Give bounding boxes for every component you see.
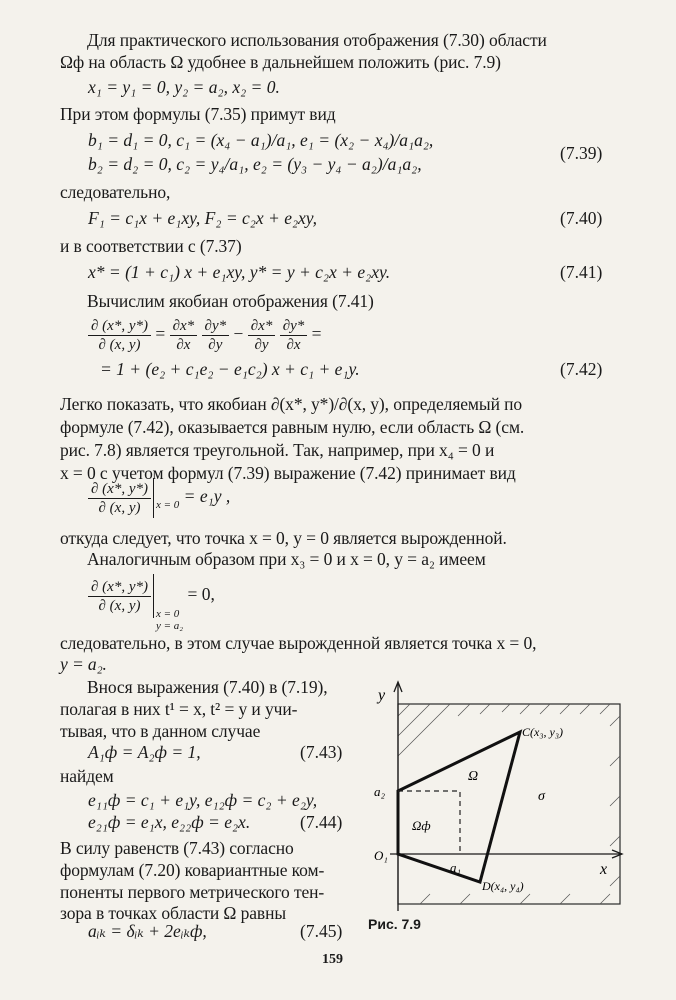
outer-region-boundary xyxy=(398,704,620,904)
text-line: и в соответствии с (7.37) xyxy=(60,236,242,256)
equation-7-39-row1: b₁ = d₁ = 0, c₁ = (x₄ − a₁)/a₁, e₁ = (x₂ − x₄)/a₁a₂, xyxy=(88,130,434,150)
equation-7-45: aᵢₖ = δᵢₖ + 2eᵢₖф, xyxy=(88,921,207,941)
text-line: следовательно, в этом случае вырожденной является точка x = 0, xyxy=(60,633,537,653)
label-C: C(x₃, y₃) xyxy=(522,725,563,739)
equation-7-39-row2: b₂ = d₂ = 0, c₂ = y₄/a₁, e₂ = (y₃ − y₄ − a₂)/a₁a₂, xyxy=(88,154,422,174)
label-omega-f: Ωф xyxy=(412,818,431,833)
x-axis-label: x xyxy=(600,861,608,878)
text-line: найдем xyxy=(60,766,114,786)
equation-7-42-line2: = 1 + (e₂ + c₁e₂ − e₁c₂) x + c₁ + e₁y. xyxy=(100,359,360,379)
text-line: При этом формулы (7.35) примут вид xyxy=(60,104,336,124)
text-line: тывая, что в данном случае xyxy=(60,721,261,741)
hatching xyxy=(398,704,620,904)
text-line: поненты первого метрического тен- xyxy=(60,882,325,902)
equation-7-42-line1: $\frac{\partial (x*, y*)}{\partial (x, y)}$ = $\frac{\partial x*}{\partial x}$ $\frac{\partial y*}{\partial y}$ − $\frac{\partial x*}{\partial y}$ $\frac{\partial y*}{\partial x}$ = xyxy=(88,317,322,354)
equation-7-40: F₁ = c₁x + e₁xy, F₂ = c₂x + e₂xy, xyxy=(88,208,317,228)
partial-fraction: $\frac{\partial y*}{\partial y}$ xyxy=(202,317,230,354)
text-line: Аналогичным образом при x₃ = 0 и x = 0, y = a₂ имеем xyxy=(87,549,486,569)
text-line: следовательно, xyxy=(60,182,171,202)
text-line: Вычислим якобиан отображения (7.41) xyxy=(87,291,374,311)
text-line: зора в точках области Ω равны xyxy=(60,903,286,923)
text-line: Легко показать, что якобиан ∂(x*, y*)/∂(x, y), определяемый по xyxy=(60,394,523,414)
text-line: Для практического использования отображения (7.30) области xyxy=(87,30,547,50)
equation-number: (7.44) xyxy=(300,812,343,832)
label-sigma: σ xyxy=(538,789,545,804)
equation-7-43: A₁ф = A₂ф = 1, xyxy=(88,742,201,762)
text-line: Ωф на область Ω удобнее в дальнейшем положить (рис. 7.9) xyxy=(60,52,501,72)
equation-eval-x0-ya2: $\frac{\partial (x*, y*)}{\partial (x, y)}$ x = 0 y = a₂ = 0, xyxy=(88,574,215,618)
page-number: 159 xyxy=(322,952,343,967)
text-line: x = 0 с учетом формул (7.39) выражение (7.42) принимает вид xyxy=(60,463,516,483)
label-O1: O₁ xyxy=(374,848,388,863)
equation-number: (7.45) xyxy=(300,921,343,941)
text-line: рис. 7.8) является треугольной. Так, например, при x₄ = 0 и xyxy=(60,440,495,460)
text-line: В силу равенств (7.43) согласно xyxy=(60,838,294,858)
equation-7-44-row2: e₂₁ф = e₁x, e₂₂ф = e₂x. xyxy=(88,812,251,832)
text-line: формуле (7.42), оказывается равным нулю, если область Ω (см. xyxy=(60,417,525,437)
figure-caption: Рис. 7.9 xyxy=(368,916,421,932)
partial-fraction: $\frac{\partial x*}{\partial x}$ xyxy=(170,317,198,354)
equation-number: (7.41) xyxy=(560,262,603,282)
label-a1: a₁ xyxy=(450,860,462,875)
equation-number: (7.42) xyxy=(560,359,603,379)
label-D: D(x₄, y₄) xyxy=(482,879,524,893)
partial-fraction: $\frac{\partial x*}{\partial y}$ xyxy=(248,317,276,354)
equation-number: (7.43) xyxy=(300,742,343,762)
equation-7-41: x* = (1 + c₁) x + e₁xy, y* = y + c₂x + e₂xy. xyxy=(88,262,391,282)
equation-eval-x0: $\frac{\partial (x*, y*)}{\partial (x, y)}$ x = 0 = e₁y , xyxy=(88,478,230,518)
label-omega: Ω xyxy=(468,769,479,784)
text-line: формулам (7.20) ковариантные ком- xyxy=(60,860,325,880)
text-line: полагая в них t¹ = x, t² = y и учи- xyxy=(60,699,298,719)
equation-7-44-row1: e₁₁ф = c₁ + e₁y, e₁₂ф = c₂ + e₂y, xyxy=(88,790,318,810)
text-line: откуда следует, что точка x = 0, y = 0 является вырожденной. xyxy=(60,528,507,548)
partial-fraction: $\frac{\partial y*}{\partial x}$ xyxy=(280,317,308,354)
label-a2: a₂ xyxy=(374,784,386,799)
equation-initial: x₁ = y₁ = 0, y₂ = a₂, x₂ = 0. xyxy=(88,77,280,97)
figure-7-9 xyxy=(360,676,630,916)
text-line: y = a₂. xyxy=(60,654,107,674)
equation-number: (7.39) xyxy=(560,143,603,163)
equation-number: (7.40) xyxy=(560,208,603,228)
jacobian-fraction: $\frac{\partial (x*, y*)}{\partial (x, y)}$ xyxy=(88,317,151,354)
y-axis-label: y xyxy=(378,687,386,704)
text-line: Внося выражения (7.40) в (7.19), xyxy=(87,677,328,697)
